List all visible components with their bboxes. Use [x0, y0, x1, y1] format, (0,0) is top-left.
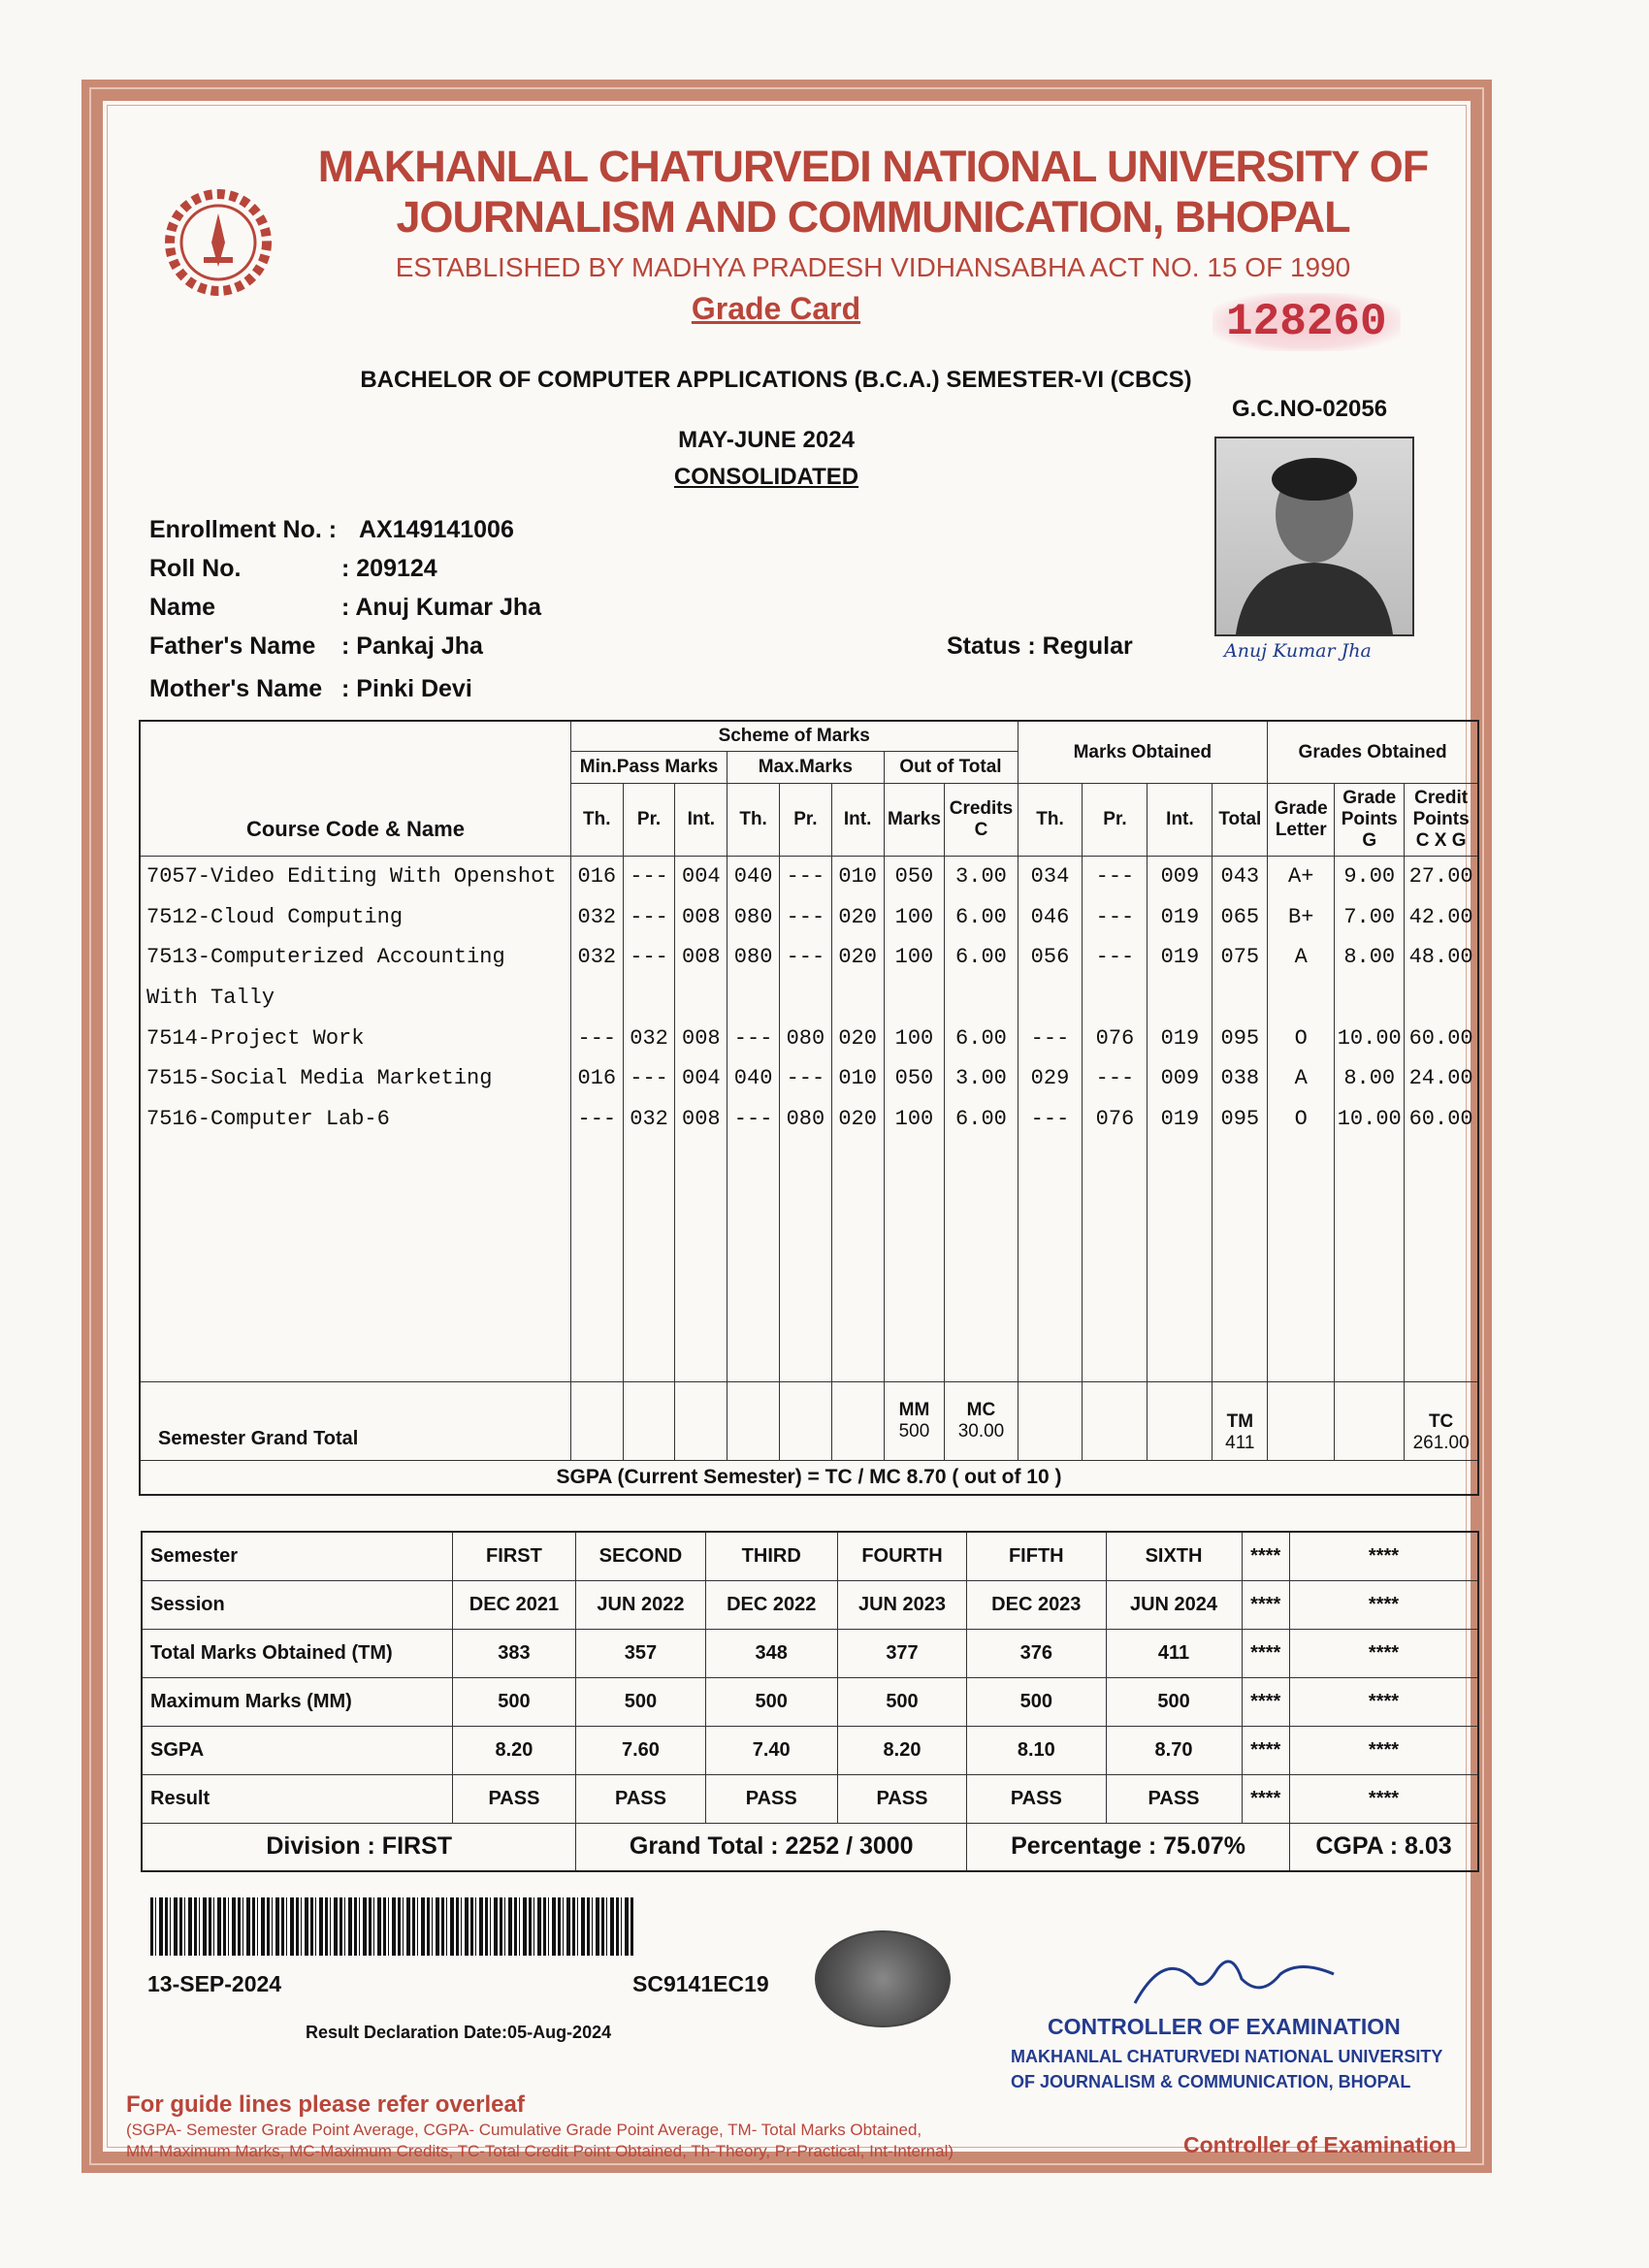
cell-ob-pr: --- — [1083, 1058, 1148, 1099]
sgpa-line: SGPA (Current Semester) = TC / MC 8.70 ( out of 10 ) — [140, 1461, 1478, 1495]
cell-ob-total: 043 — [1212, 857, 1268, 897]
semester-cell: FIFTH — [967, 1532, 1106, 1580]
serial-number-stamp: 128260 — [1212, 293, 1401, 351]
cell-min-th: 016 — [570, 857, 623, 897]
semester-cell: FIRST — [452, 1532, 576, 1580]
semester-cell: SIXTH — [1106, 1532, 1242, 1580]
cell-cp: 60.00 — [1405, 1018, 1478, 1058]
grand-total-label: Semester Grand Total — [140, 1381, 570, 1460]
cell-min-int: 008 — [675, 896, 728, 937]
semester-cell: 8.20 — [452, 1726, 576, 1774]
guidelines-line1: (SGPA- Semester Grade Point Average, CGPA- Cumulative Grade Point Average, TM- Total Marks Obtained, — [126, 2121, 922, 2139]
cell-min-th — [570, 978, 623, 1019]
person-photo-icon — [1216, 438, 1412, 634]
outof-header: Out of Total — [884, 751, 1018, 783]
cell-max-pr: --- — [779, 857, 831, 897]
cell-cp: 60.00 — [1405, 1099, 1478, 1140]
cell-cp: 27.00 — [1405, 857, 1478, 897]
cell-min-th: --- — [570, 1018, 623, 1058]
semester-cell: **** — [1242, 1532, 1289, 1580]
semester-summary-table — [141, 1531, 1479, 1872]
programme-title: BACHELOR OF COMPUTER APPLICATIONS (B.C.A.) SEMESTER-VI (CBCS) — [360, 367, 1192, 393]
col-max-th: Th. — [728, 784, 780, 857]
cell-grade: O — [1268, 1099, 1335, 1140]
semester-cell: 377 — [837, 1629, 966, 1677]
consolidated-label: CONSOLIDATED — [673, 464, 859, 490]
course-name: 7057-Video Editing With Openshot — [140, 857, 570, 897]
cell-ob-total: 075 — [1212, 937, 1268, 978]
cell-max-int: 020 — [831, 1099, 884, 1140]
cell-min-int: 008 — [675, 1018, 728, 1058]
grades-header: Grades Obtained — [1268, 721, 1478, 784]
scheme-header: Scheme of Marks — [570, 721, 1018, 751]
cell-grade — [1268, 978, 1335, 1019]
semester-cell: 500 — [576, 1677, 705, 1726]
university-name-line2: JOURNALISM AND COMMUNICATION, BHOPAL — [396, 192, 1350, 242]
semester-cell: JUN 2022 — [576, 1580, 705, 1629]
col-min-pr: Pr. — [623, 784, 675, 857]
obtained-header: Marks Obtained — [1018, 721, 1268, 784]
semester-cell: 348 — [705, 1629, 837, 1677]
cell-gp: 9.00 — [1335, 857, 1405, 897]
cell-min-th: 032 — [570, 937, 623, 978]
semester-cell: 383 — [452, 1629, 576, 1677]
grand-total: Grand Total : 2252 / 3000 — [576, 1823, 967, 1871]
cell-cp: 48.00 — [1405, 937, 1478, 978]
university-name-line1: MAKHANLAL CHATURVEDI NATIONAL UNIVERSITY OF — [317, 142, 1429, 191]
course-row — [140, 978, 1478, 1019]
barcode — [150, 1897, 635, 1956]
semester-cell: PASS — [452, 1774, 576, 1823]
semester-cell: 500 — [452, 1677, 576, 1726]
cell-credits: 6.00 — [945, 1099, 1018, 1140]
cell-min-th: 016 — [570, 1058, 623, 1099]
cell-ob-total: 095 — [1212, 1099, 1268, 1140]
semester-cell: DEC 2022 — [705, 1580, 837, 1629]
col-ob-total: Total — [1212, 784, 1268, 857]
cell-marks: 100 — [884, 1018, 945, 1058]
cell-credits: 6.00 — [945, 896, 1018, 937]
semester-cell: 500 — [967, 1677, 1106, 1726]
course-rows — [140, 857, 1478, 1382]
grand-total-row — [140, 1381, 1478, 1460]
cell-ob-total: 095 — [1212, 1018, 1268, 1058]
semester-cell: PASS — [967, 1774, 1106, 1823]
col-ob-th: Th. — [1018, 784, 1083, 857]
cell-ob-th: 029 — [1018, 1058, 1083, 1099]
course-name: 7515-Social Media Marketing — [140, 1058, 570, 1099]
course-row — [140, 857, 1478, 897]
semester-cell: JUN 2024 — [1106, 1580, 1242, 1629]
cell-ob-th: 034 — [1018, 857, 1083, 897]
semester-cell: 7.40 — [705, 1726, 837, 1774]
cell-gp — [1335, 978, 1405, 1019]
cell-max-th: 080 — [728, 937, 780, 978]
course-header: Course Code & Name — [140, 721, 570, 857]
cell-gp: 7.00 — [1335, 896, 1405, 937]
cell-ob-pr: --- — [1083, 937, 1148, 978]
semester-cell: FOURTH — [837, 1532, 966, 1580]
cell-max-pr — [779, 978, 831, 1019]
semester-cell: PASS — [837, 1774, 966, 1823]
course-name: 7514-Project Work — [140, 1018, 570, 1058]
student-name: : Anuj Kumar Jha — [341, 594, 542, 621]
cell-gp: 8.00 — [1335, 1058, 1405, 1099]
cell-ob-th: --- — [1018, 1018, 1083, 1058]
col-min-int: Int. — [675, 784, 728, 857]
semester-row-label: SGPA — [142, 1726, 452, 1774]
enrollment-label: Enrollment No. : — [149, 516, 338, 543]
cell-min-pr: 032 — [623, 1099, 675, 1140]
course-row — [140, 1018, 1478, 1058]
mc-cell: MC 30.00 — [945, 1381, 1018, 1460]
semester-cell: **** — [1289, 1774, 1478, 1823]
course-name: 7513-Computerized Accounting — [140, 937, 570, 978]
cell-ob-th: --- — [1018, 1099, 1083, 1140]
semester-cell: **** — [1289, 1580, 1478, 1629]
cell-max-int: 020 — [831, 937, 884, 978]
semester-cell: 500 — [705, 1677, 837, 1726]
semester-cell: **** — [1289, 1677, 1478, 1726]
cell-marks: 100 — [884, 937, 945, 978]
col-marks: Marks — [884, 784, 945, 857]
cell-min-int — [675, 978, 728, 1019]
cell-ob-pr: --- — [1083, 857, 1148, 897]
cell-ob-pr: 076 — [1083, 1099, 1148, 1140]
cell-max-th — [728, 978, 780, 1019]
cell-ob-total: 038 — [1212, 1058, 1268, 1099]
cell-min-int: 008 — [675, 1099, 728, 1140]
semester-cell: **** — [1242, 1580, 1289, 1629]
cell-min-pr: 032 — [623, 1018, 675, 1058]
cell-marks: 100 — [884, 896, 945, 937]
course-row — [140, 1099, 1478, 1140]
col-max-int: Int. — [831, 784, 884, 857]
semester-cell: SECOND — [576, 1532, 705, 1580]
cell-gp: 8.00 — [1335, 937, 1405, 978]
semester-row-label: Total Marks Obtained (TM) — [142, 1629, 452, 1677]
col-grade-letter: Grade Letter — [1268, 784, 1335, 857]
cell-credits: 3.00 — [945, 857, 1018, 897]
course-row — [140, 896, 1478, 937]
established-line: ESTABLISHED BY MADHYA PRADESH VIDHANSABHA ACT NO. 15 OF 1990 — [395, 252, 1351, 282]
semester-cell: 8.20 — [837, 1726, 966, 1774]
exam-session: MAY-JUNE 2024 — [678, 427, 855, 453]
semester-cell: THIRD — [705, 1532, 837, 1580]
cell-max-th: 080 — [728, 896, 780, 937]
cell-grade: A — [1268, 1058, 1335, 1099]
cell-min-int: 004 — [675, 857, 728, 897]
cell-ob-int — [1148, 978, 1212, 1019]
semester-cell: 411 — [1106, 1629, 1242, 1677]
col-ob-pr: Pr. — [1083, 784, 1148, 857]
mother-name: : Pinki Devi — [341, 675, 472, 702]
cell-min-pr: --- — [623, 857, 675, 897]
cell-gp: 10.00 — [1335, 1099, 1405, 1140]
percentage: Percentage : 75.07% — [967, 1823, 1290, 1871]
cell-ob-int: 019 — [1148, 937, 1212, 978]
cell-credits: 3.00 — [945, 1058, 1018, 1099]
course-name: 7512-Cloud Computing — [140, 896, 570, 937]
cell-grade: O — [1268, 1018, 1335, 1058]
roll-label: Roll No. — [149, 555, 242, 582]
mm-cell: MM 500 — [884, 1381, 945, 1460]
semester-cell: 7.60 — [576, 1726, 705, 1774]
guidelines-line2: MM-Maximum Marks, MC-Maximum Credits, TC-Total Credit Point Obtained, Th-Theory, Pr-Practical, Int-Internal) — [126, 2142, 954, 2160]
roll-number: : 209124 — [341, 555, 437, 582]
cell-max-th: --- — [728, 1018, 780, 1058]
cell-ob-int: 009 — [1148, 1058, 1212, 1099]
cell-ob-int: 009 — [1148, 857, 1212, 897]
semester-cell: PASS — [1106, 1774, 1242, 1823]
cell-max-th: --- — [728, 1099, 780, 1140]
cell-min-int: 008 — [675, 937, 728, 978]
semester-cell: PASS — [705, 1774, 837, 1823]
verification-code: SC9141EC19 — [632, 1971, 769, 1996]
cell-marks: 050 — [884, 857, 945, 897]
course-name: 7516-Computer Lab-6 — [140, 1099, 570, 1140]
semester-cell: **** — [1289, 1726, 1478, 1774]
student-photo — [1214, 437, 1414, 636]
filler-row — [140, 1139, 1478, 1381]
semester-row — [142, 1532, 1478, 1580]
controller-signature-icon — [1125, 1940, 1348, 2018]
cell-max-pr: 080 — [779, 1018, 831, 1058]
semester-row — [142, 1580, 1478, 1629]
marks-table — [139, 720, 1479, 1496]
controller-stamp-line3: OF JOURNALISM & COMMUNICATION, BHOPAL — [1011, 2072, 1411, 2091]
cell-marks — [884, 978, 945, 1019]
col-credit-points: Credit Points C X G — [1405, 784, 1478, 857]
cell-cp: 42.00 — [1405, 896, 1478, 937]
semester-row-label: Result — [142, 1774, 452, 1823]
cell-max-pr: --- — [779, 937, 831, 978]
col-credits: Credits C — [945, 784, 1018, 857]
semester-cell: **** — [1242, 1774, 1289, 1823]
cell-marks: 100 — [884, 1099, 945, 1140]
cgpa: CGPA : 8.03 — [1289, 1823, 1478, 1871]
semester-cell: DEC 2023 — [967, 1580, 1106, 1629]
cell-cp — [1405, 978, 1478, 1019]
cell-min-pr: --- — [623, 1058, 675, 1099]
semester-row-label: Session — [142, 1580, 452, 1629]
semester-cell: DEC 2021 — [452, 1580, 576, 1629]
father-label: Father's Name — [149, 632, 316, 660]
controller-stamp-line1: CONTROLLER OF EXAMINATION — [1048, 2014, 1401, 2039]
cell-marks: 050 — [884, 1058, 945, 1099]
guidelines-title: For guide lines please refer overleaf — [126, 2091, 525, 2118]
semester-cell: **** — [1289, 1532, 1478, 1580]
semester-row — [142, 1677, 1478, 1726]
semester-cell: **** — [1242, 1677, 1289, 1726]
col-max-pr: Pr. — [779, 784, 831, 857]
cell-ob-th — [1018, 978, 1083, 1019]
semester-cell: 376 — [967, 1629, 1106, 1677]
semester-cell: 357 — [576, 1629, 705, 1677]
cell-ob-pr — [1083, 978, 1148, 1019]
cell-credits: 6.00 — [945, 937, 1018, 978]
cell-min-pr: --- — [623, 937, 675, 978]
cell-credits: 6.00 — [945, 1018, 1018, 1058]
col-min-th: Th. — [570, 784, 623, 857]
cell-max-int: 010 — [831, 1058, 884, 1099]
gc-number: G.C.NO-02056 — [1232, 396, 1388, 422]
cell-ob-total — [1212, 978, 1268, 1019]
semester-row — [142, 1629, 1478, 1677]
name-label: Name — [149, 594, 216, 621]
cell-max-int — [831, 978, 884, 1019]
course-row — [140, 1058, 1478, 1099]
cell-min-pr — [623, 978, 675, 1019]
course-name: With Tally — [140, 978, 570, 1019]
result-declaration-date: Result Declaration Date:05-Aug-2024 — [306, 2023, 612, 2042]
maxmarks-header: Max.Marks — [728, 751, 884, 783]
course-row — [140, 937, 1478, 978]
enrollment-number: AX149141006 — [359, 516, 514, 543]
cell-grade: B+ — [1268, 896, 1335, 937]
semester-cell: **** — [1289, 1629, 1478, 1677]
cell-ob-total: 065 — [1212, 896, 1268, 937]
cell-cp: 24.00 — [1405, 1058, 1478, 1099]
controller-stamp-line2: MAKHANLAL CHATURVEDI NATIONAL UNIVERSITY — [1011, 2047, 1443, 2066]
semester-row — [142, 1726, 1478, 1774]
semester-row-label: Maximum Marks (MM) — [142, 1677, 452, 1726]
hologram-seal — [815, 1930, 951, 2027]
cell-ob-th: 046 — [1018, 896, 1083, 937]
semester-row — [142, 1774, 1478, 1823]
summary-row — [142, 1823, 1478, 1871]
cell-ob-th: 056 — [1018, 937, 1083, 978]
cell-ob-pr: --- — [1083, 896, 1148, 937]
cell-min-th: --- — [570, 1099, 623, 1140]
minpass-header: Min.Pass Marks — [570, 751, 727, 783]
cell-max-int: 010 — [831, 857, 884, 897]
semester-cell: PASS — [576, 1774, 705, 1823]
cell-gp: 10.00 — [1335, 1018, 1405, 1058]
father-name: : Pankaj Jha — [341, 632, 483, 660]
cell-min-int: 004 — [675, 1058, 728, 1099]
cell-ob-int: 019 — [1148, 1018, 1212, 1058]
semester-cell: 8.10 — [967, 1726, 1106, 1774]
semester-cell: **** — [1242, 1629, 1289, 1677]
col-ob-int: Int. — [1148, 784, 1212, 857]
cell-credits — [945, 978, 1018, 1019]
cell-max-th: 040 — [728, 1058, 780, 1099]
cell-max-int: 020 — [831, 896, 884, 937]
cell-grade: A — [1268, 937, 1335, 978]
tm-cell: TM 411 — [1212, 1381, 1268, 1460]
semester-cell: 500 — [837, 1677, 966, 1726]
tc-cell: TC 261.00 — [1405, 1381, 1478, 1460]
cell-max-th: 040 — [728, 857, 780, 897]
issue-date: 13-SEP-2024 — [147, 1971, 282, 1996]
cell-ob-int: 019 — [1148, 1099, 1212, 1140]
student-signature: Anuj Kumar Jha — [1224, 640, 1372, 662]
cell-min-pr: --- — [623, 896, 675, 937]
semester-row-label: Semester — [142, 1532, 452, 1580]
university-logo-icon — [165, 189, 272, 296]
semester-cell: **** — [1242, 1726, 1289, 1774]
cell-grade: A+ — [1268, 857, 1335, 897]
cell-min-th: 032 — [570, 896, 623, 937]
cell-ob-pr: 076 — [1083, 1018, 1148, 1058]
status: Status : Regular — [947, 632, 1133, 660]
semester-cell: JUN 2023 — [837, 1580, 966, 1629]
controller-footer: Controller of Examination — [1183, 2132, 1457, 2157]
cell-max-pr: --- — [779, 896, 831, 937]
col-grade-points: Grade Points G — [1335, 784, 1405, 857]
cell-max-pr: 080 — [779, 1099, 831, 1140]
mother-label: Mother's Name — [149, 675, 323, 702]
semester-cell: 500 — [1106, 1677, 1242, 1726]
cell-max-pr: --- — [779, 1058, 831, 1099]
cell-ob-int: 019 — [1148, 896, 1212, 937]
grade-card-title: Grade Card — [691, 291, 861, 326]
cell-max-int: 020 — [831, 1018, 884, 1058]
semester-cell: 8.70 — [1106, 1726, 1242, 1774]
division: Division : FIRST — [142, 1823, 576, 1871]
